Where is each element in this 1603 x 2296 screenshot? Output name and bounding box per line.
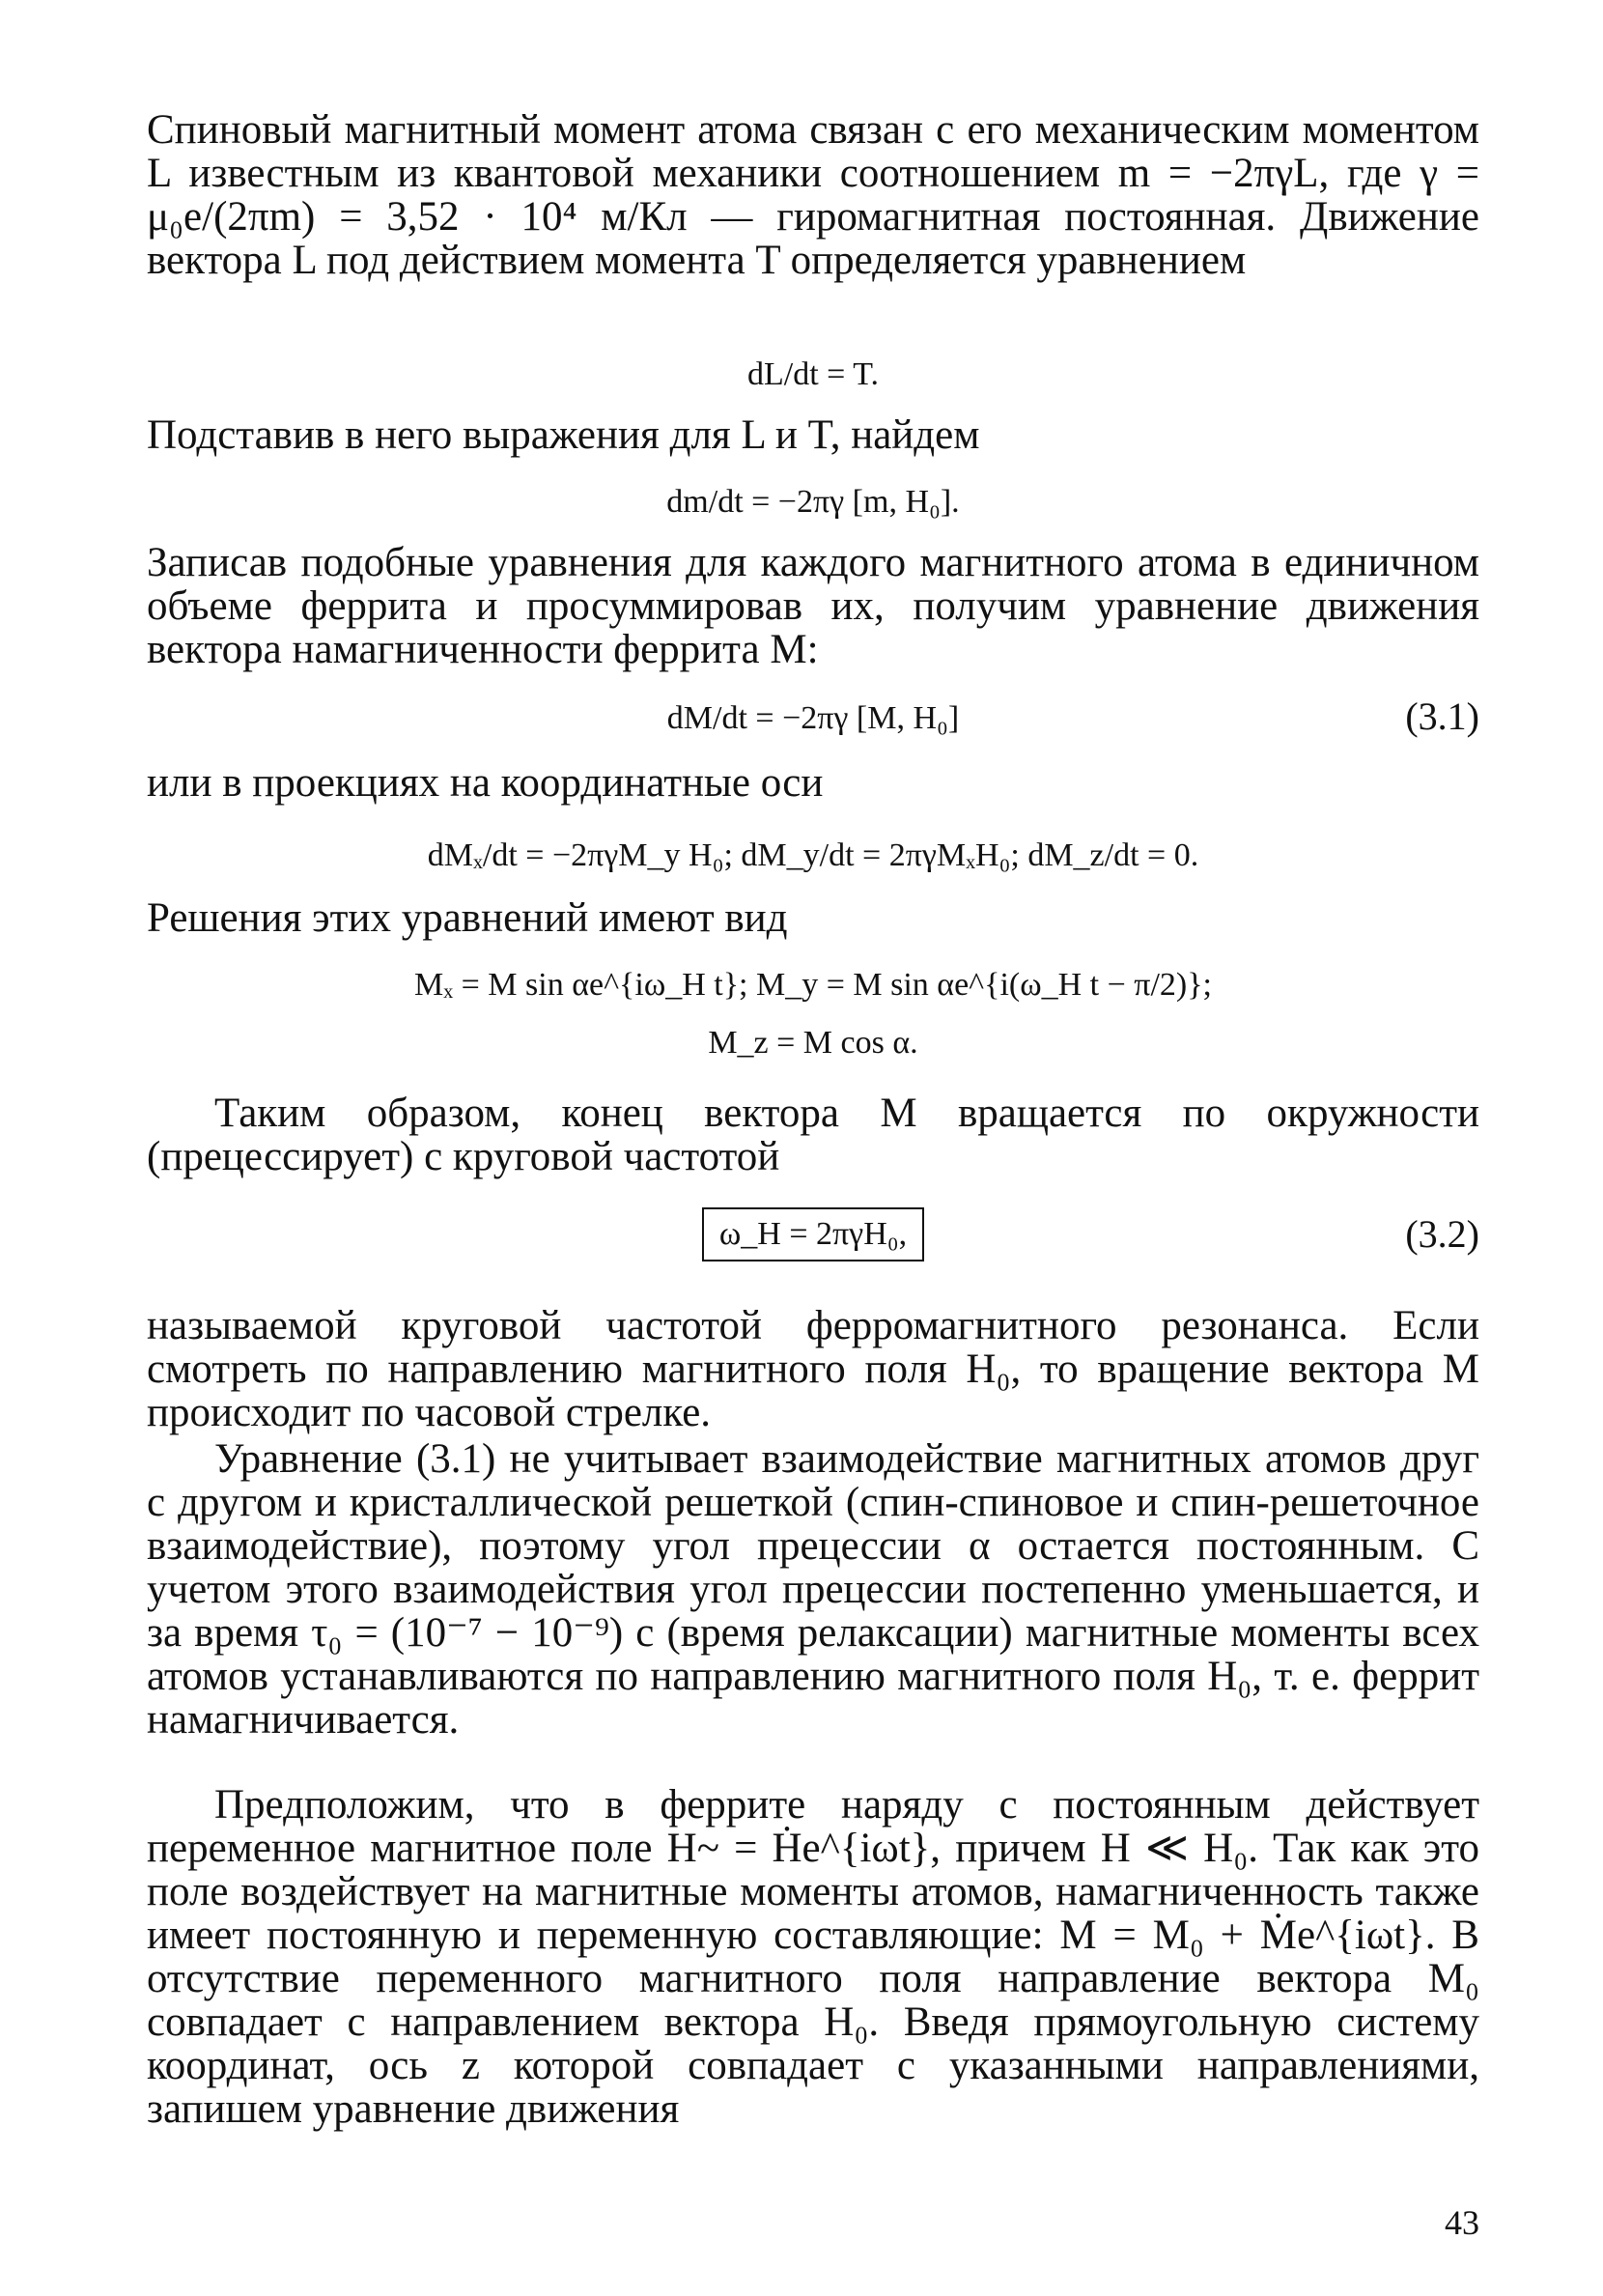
paragraph-projections: или в проекциях на координатные оси xyxy=(147,760,824,806)
equation-solutions-xy: Mₓ = M sin αe^{iω_H t}; M_y = M sin αe^{i(ω_H t − π/2)}; xyxy=(414,967,1212,1003)
equation-3-1: dM/dt = −2πγ [M, H₀] xyxy=(666,700,960,736)
equation-3-2-wrapper xyxy=(147,1207,1479,1261)
equation-projections: dMₓ/dt = −2πγM_y H₀; dM_y/dt = 2πγMₓH₀; dM_z/dt = 0. xyxy=(427,837,1199,873)
paragraph-resonance-frequency: называемой круговой частотой ферромагнитного резонанса. Если смотреть по направлению магнитного поля H₀, то вращение вектора M происходит по часовой стрелке. xyxy=(147,1303,1479,1435)
equation-number-3-1: (3.1) xyxy=(1405,694,1479,738)
equation-3-2-box: ω_H = 2πγH₀, xyxy=(702,1207,924,1261)
equation-dm-dt: dm/dt = −2πγ [m, H₀]. xyxy=(666,484,960,520)
paragraph-solutions: Решения этих уравнений имеют вид xyxy=(147,895,788,941)
equation-solution-z: M_z = M cos α. xyxy=(708,1025,918,1061)
page-number: 43 xyxy=(1445,2203,1479,2242)
paragraph-magnetization-equation: Записав подобные уравнения для каждого магнитного атома в единичном объеме феррита и просуммировав их, получим уравнение движения вектора намагниченности феррита M: xyxy=(147,540,1479,672)
equation-dl-dt: dL/dt = T. xyxy=(747,356,879,392)
paragraph-alternating-field: Предположим, что в феррите наряду с постоянным действует переменное магнитное поле H~ = Ḣe^{iωt}, причем H ≪ H₀. Так как это поле воздействует на магнитные моменты атомов, намагниченность также имеет постоянную и переменную составляющие: M = M₀ + Ṁe^{iωt}. В отсутствие переменного магнитного поля направление вектора M₀ совпадает с направлением вектора H₀. Введя прямоугольную систему координат, ось z которой совпадает с указанными направлениями, запишем уравнение движения xyxy=(147,1782,1479,2132)
paragraph-substitute: Подставив в него выражения для L и T, найдем xyxy=(147,412,980,458)
paragraph-relaxation: Уравнение (3.1) не учитывает взаимодействие магнитных атомов друг с другом и кристаллической решеткой (спин-спиновое и спин-решеточное взаимодействие), поэтому угол прецессии α остается постоянным. С учетом этого взаимодействия угол прецессии постепенно уменьшается, и за время τ₀ = (10⁻⁷ − 10⁻⁹) с (время релаксации) магнитные моменты всех атомов устанавливаются по направлению магнитного поля H₀, т. е. феррит намагничивается. xyxy=(147,1436,1479,1743)
paragraph-precession: Таким образом, конец вектора M вращается по окружности (прецессирует) с круговой частотой xyxy=(147,1091,1479,1179)
equation-number-3-2: (3.2) xyxy=(1405,1212,1479,1256)
paragraph-spin-moment: Спиновый магнитный момент атома связан с его механическим моментом L известным из квантовой механики соотношением m = −2πγL, где γ = μ₀e/(2πm) = 3,52 · 10⁴ м/Кл — гиромагнитная постоянная. Движение вектора L под действием момента T определяется уравнением xyxy=(147,107,1479,283)
